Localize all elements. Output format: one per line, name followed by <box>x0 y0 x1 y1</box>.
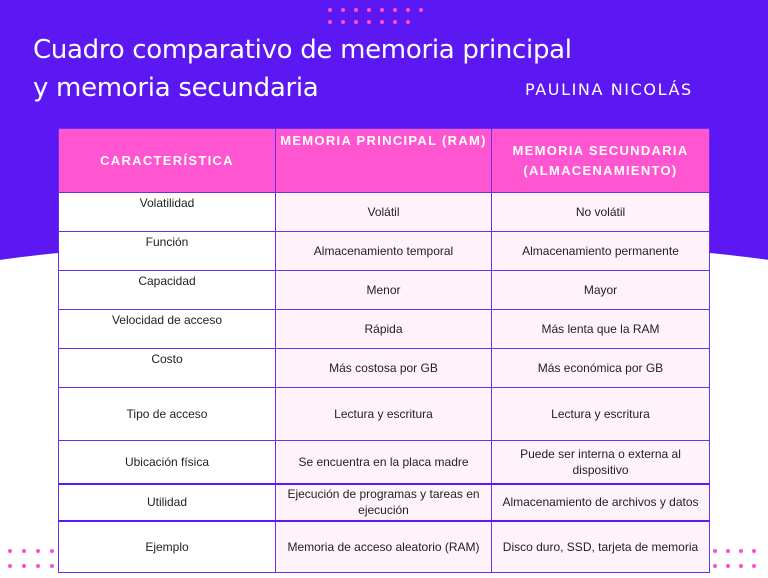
storage-cell: Puede ser interna o externa al dispositivo <box>492 441 710 484</box>
title-line-2: y memoria secundaria <box>33 73 319 103</box>
table-row <box>59 388 710 441</box>
page-title <box>33 31 572 107</box>
table-row <box>59 193 710 232</box>
row-label: Función <box>59 232 276 271</box>
table-header-row <box>59 129 710 193</box>
row-label: Volatilidad <box>59 193 276 232</box>
ram-cell: Más costosa por GB <box>276 349 492 388</box>
row-label: Velocidad de acceso <box>59 310 276 349</box>
storage-cell: Almacenamiento permanente <box>492 232 710 271</box>
row-label: Ubicación física <box>59 441 276 484</box>
table-row <box>59 310 710 349</box>
storage-cell: No volátil <box>492 193 710 232</box>
ram-cell: Menor <box>276 271 492 310</box>
ram-cell: Almacenamiento temporal <box>276 232 492 271</box>
row-label: Tipo de acceso <box>59 388 276 441</box>
row-label: Ejemplo <box>59 521 276 573</box>
header-caracteristica: CARACTERÍSTICA <box>59 129 276 193</box>
storage-cell: Lectura y escritura <box>492 388 710 441</box>
decorative-dots-top <box>328 8 423 24</box>
ram-cell: Ejecución de programas y tareas en ejecución <box>276 484 492 521</box>
storage-cell: Más lenta que la RAM <box>492 310 710 349</box>
storage-cell: Mayor <box>492 271 710 310</box>
storage-cell: Almacenamiento de archivos y datos <box>492 484 710 521</box>
header-memoria-principal: MEMORIA PRINCIPAL (RAM) <box>276 129 492 193</box>
header-memoria-secundaria: MEMORIA SECUNDARIA (ALMACENAMIENTO) <box>492 129 710 193</box>
table-row <box>59 271 710 310</box>
ram-cell: Se encuentra en la placa madre <box>276 441 492 484</box>
table-row <box>59 349 710 388</box>
table-row <box>59 441 710 484</box>
ram-cell: Memoria de acceso aleatorio (RAM) <box>276 521 492 573</box>
title-line-1: Cuadro comparativo de memoria principal <box>33 35 572 65</box>
row-label: Capacidad <box>59 271 276 310</box>
ram-cell: Rápida <box>276 310 492 349</box>
ram-cell: Volátil <box>276 193 492 232</box>
row-label: Utilidad <box>59 484 276 521</box>
comparison-table <box>58 128 710 573</box>
storage-cell: Disco duro, SSD, tarjeta de memoria <box>492 521 710 573</box>
ram-cell: Lectura y escritura <box>276 388 492 441</box>
table-row <box>59 521 710 573</box>
storage-cell: Más económica por GB <box>492 349 710 388</box>
table-row <box>59 484 710 521</box>
table-row <box>59 232 710 271</box>
author-name: PAULINA NICOLÁS <box>525 80 693 99</box>
row-label: Costo <box>59 349 276 388</box>
